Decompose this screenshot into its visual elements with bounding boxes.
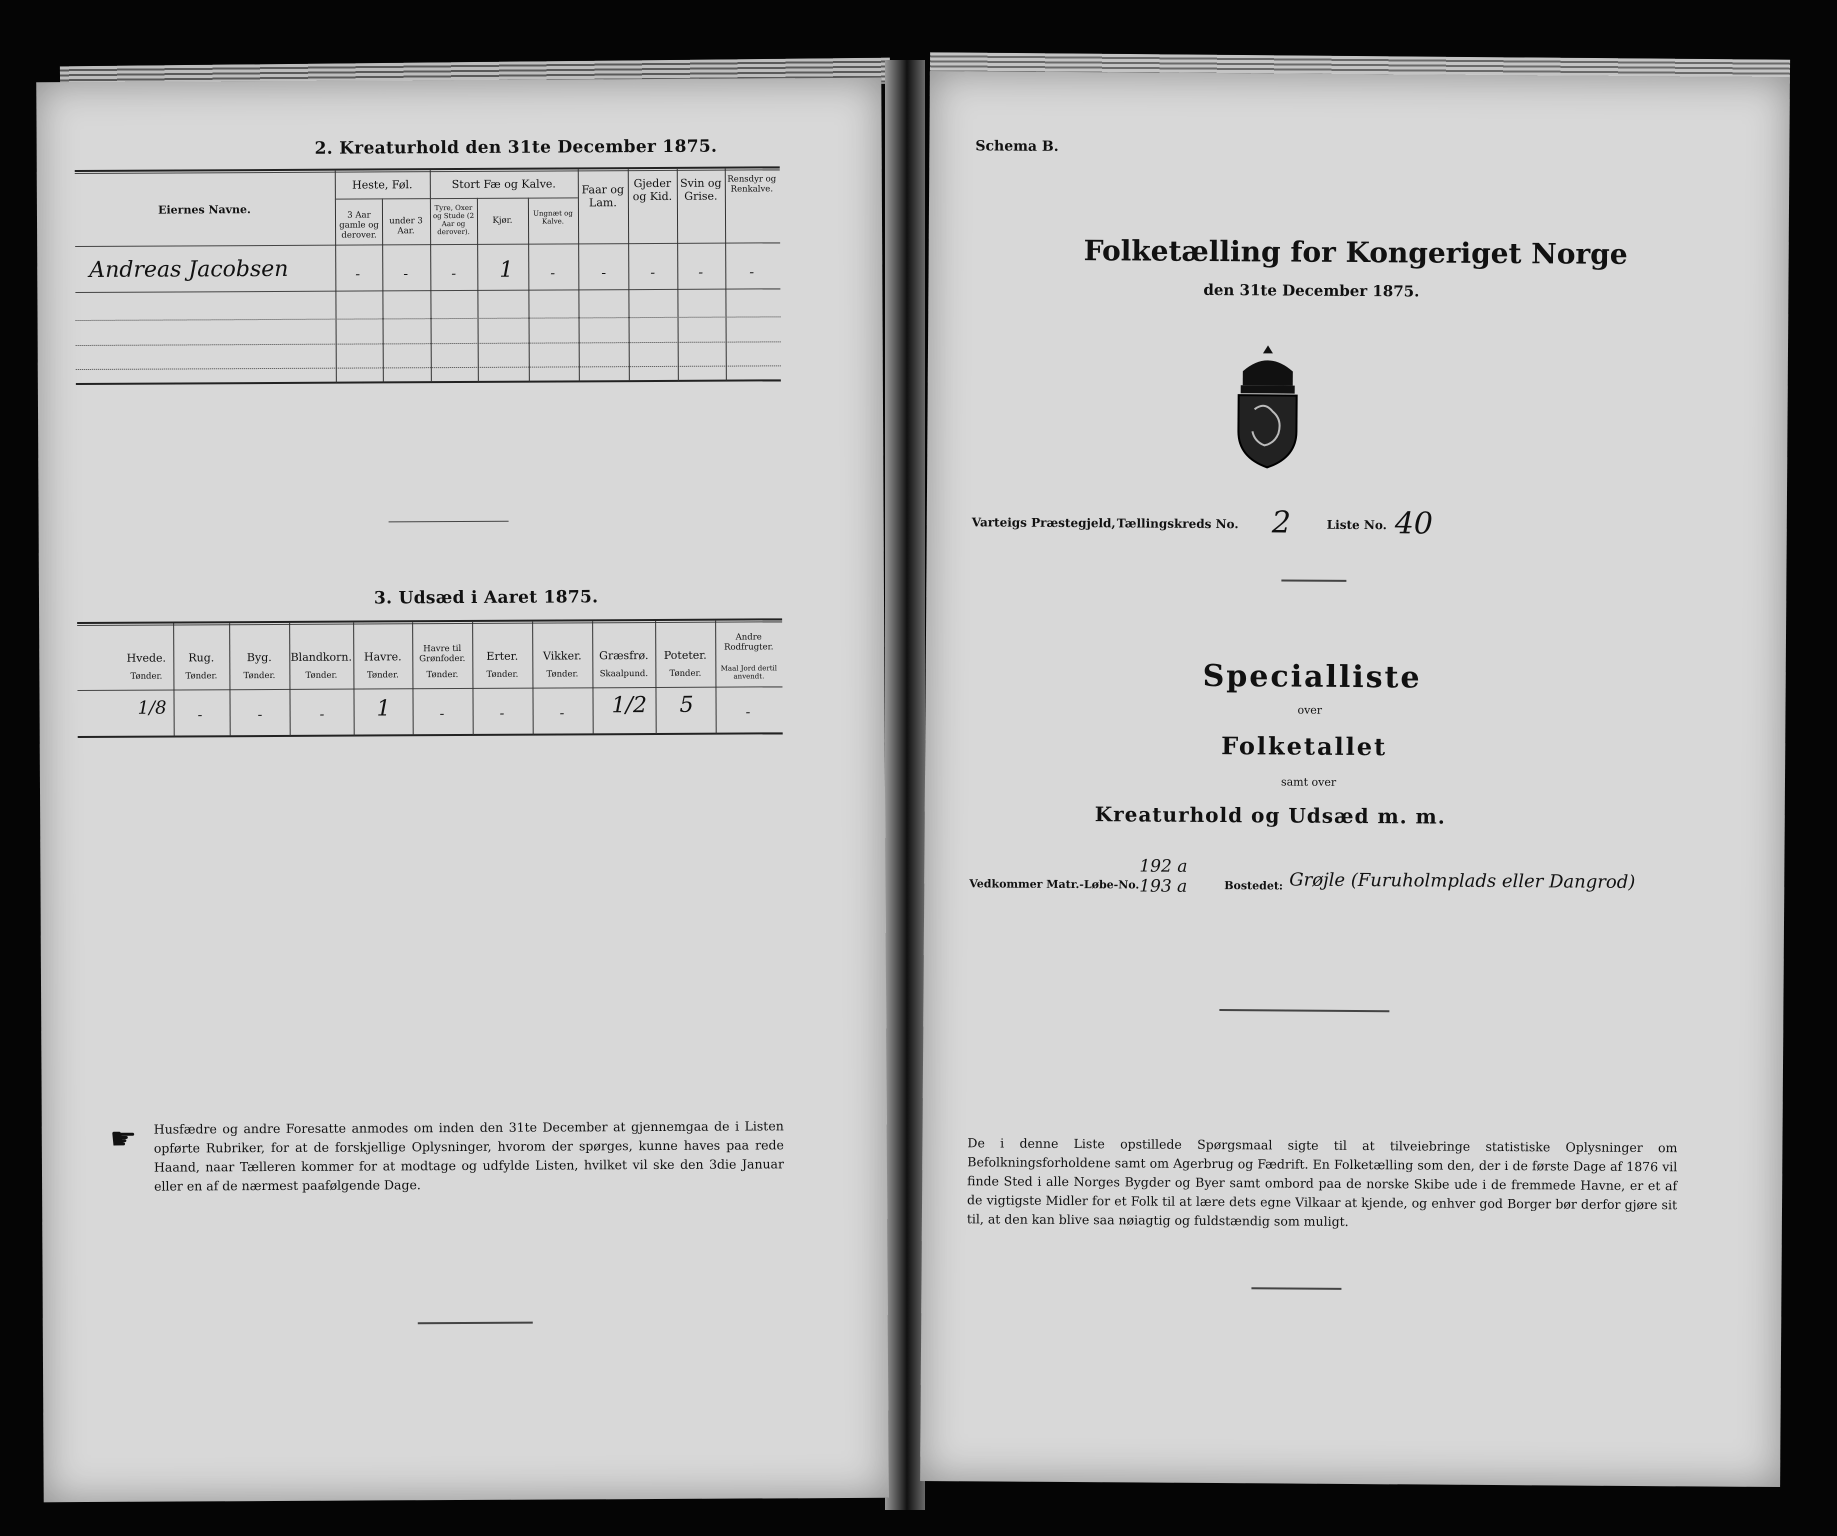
cell-value: 1: [499, 257, 514, 283]
col-fodder-unit: Tønder.: [426, 670, 459, 681]
col-horses-young: under 3 Aar.: [389, 216, 423, 237]
col-roots-unit: Maal Jord dertil anvendt.: [720, 664, 778, 681]
col-cows: Kjør.: [492, 215, 513, 226]
group-horses: Heste, Føl.: [352, 178, 413, 192]
district-label: Tællingskreds No.: [1116, 516, 1239, 532]
col-reindeer: Rensdyr og Renkalve.: [727, 174, 777, 195]
col-barley: Byg.: [246, 650, 272, 665]
col-roots: Andre Rodfrugter.: [724, 632, 774, 653]
divider: [1281, 579, 1346, 581]
t3-header-rule: [77, 686, 782, 691]
t2-col-line: [430, 170, 432, 382]
t3-value: -: [319, 706, 325, 723]
col-vetch-unit: Tønder.: [546, 669, 579, 680]
t3-value: -: [745, 704, 751, 721]
intro-paragraph: De i denne Liste opstillede Spørgsmaal sigte til at tilveiebringe statistiske Oplysninger om Befolkningsforholdene samt om Agerbrug og Fædrift. En Folketælling som den, der i de første Dage af 1876 vil finde Sted i alle Norges Bygder og Byer samt ombord paa de norske Skibe ude i de fremmede Havne, er et af de vigtigste Midler for et Folk til at lære dets egne Vilkaar at kjende, og enhver god Borger bør derfor gjøre sit til, at den kan blive saa nøiagtig og fuldstændig som muligt.: [966, 1135, 1678, 1229]
col-oats: Havre.: [363, 650, 402, 664]
t3-value: 1: [376, 696, 391, 722]
t2-row-rule-1: [75, 288, 780, 293]
cell-value: -: [749, 264, 755, 281]
heading-folketallet: Folketallet: [1221, 731, 1388, 762]
t2-header-rule: [75, 242, 780, 247]
footnote: Husfædre og andre Foresatte anmodes om inden den 31te December at gjennemgaa de i Listen opførte Rubriker, for at de forskjellige Oplysninger, hvorom der spørges, kunne haves paa rede Haand, naar Tælleren kommer for at modtage og udfylde Listen, hvilket vil ske den 3die Januar eller en af de nærmest paafølgende Dage.: [153, 1118, 785, 1194]
district-no: 2: [1271, 505, 1292, 541]
col-bulls: Tyre, Oxer og Stude (2 Aar og derover).: [432, 203, 475, 237]
matr-value-1: 192 a: [1139, 856, 1188, 877]
group-cattle: Stort Fæ og Kalve.: [451, 177, 556, 192]
col-calves: Ungnæt og Kalve.: [533, 209, 573, 226]
col-rye: Rug.: [188, 651, 215, 665]
col-potatoes-unit: Tønder.: [669, 668, 702, 679]
t2-bottom-rule: [76, 379, 781, 385]
col-wheat-unit: Tønder.: [130, 671, 163, 682]
divider: [1219, 1009, 1389, 1012]
col-horses-old: 3 Aar gamle og derover.: [339, 210, 379, 241]
owner-name: Andreas Jacobsen: [89, 256, 289, 283]
list-no: 40: [1394, 506, 1434, 542]
col-mixed: Blandkorn.: [290, 650, 353, 664]
t2-col-line: [725, 169, 727, 381]
t2-col-line: [335, 171, 337, 383]
col-grass-unit: Skaalpund.: [599, 669, 649, 680]
t3-value: 5: [679, 692, 694, 718]
coat-of-arms-icon: [1222, 341, 1313, 472]
divider-bottom: [418, 1322, 533, 1325]
divider: [389, 521, 509, 523]
heading-kreaturhold: Kreaturhold og Udsæd m. m.: [1094, 802, 1446, 829]
section3-title: 3. Udsæd i Aaret 1875.: [373, 587, 599, 609]
t3-value: -: [257, 707, 263, 724]
divider-bottom: [1251, 1287, 1341, 1290]
section2-title: 2. Kreaturhold den 31te December 1875.: [314, 136, 718, 159]
t2-row-rule-4: [76, 365, 781, 370]
col-fodder: Havre til Grønfoder.: [419, 644, 466, 665]
col-oats-unit: Tønder.: [366, 670, 399, 681]
over-label-2: samt over: [1280, 775, 1337, 789]
col-mixed-unit: Tønder.: [305, 670, 338, 681]
right-page: [920, 71, 1790, 1487]
cell-value: -: [650, 264, 656, 282]
bosted-value: Grøjle (Furuholmplads eller Dangrod): [1289, 869, 1636, 893]
col-sheep: Faar og Lam.: [581, 183, 625, 210]
left-page: [36, 78, 888, 1502]
cell-value: -: [601, 265, 607, 282]
parish-label: Varteigs Præstegjeld,: [971, 515, 1116, 531]
cell-value: -: [355, 266, 361, 283]
t3-value: -: [439, 706, 445, 723]
t2-group-rule: [335, 197, 578, 199]
heading-specialliste: Specialliste: [1202, 658, 1422, 696]
col-wheat: Hvede.: [126, 651, 167, 665]
census-date: den 31te December 1875.: [1203, 280, 1420, 301]
cell-value: -: [451, 266, 457, 283]
col-peas: Erter.: [486, 649, 519, 663]
over-label-1: over: [1297, 703, 1323, 717]
col-barley-unit: Tønder.: [243, 670, 276, 682]
owner-header: Eiernes Navne.: [158, 203, 251, 217]
col-peas-unit: Tønder.: [486, 669, 519, 680]
list-label: Liste No.: [1326, 517, 1387, 533]
t3-value: -: [499, 705, 505, 722]
col-goats: Gjeder og Kid.: [632, 176, 673, 204]
t2-row-rule-3: [76, 341, 781, 346]
col-potatoes: Poteter.: [663, 648, 707, 662]
t3-value: 1/8: [137, 697, 167, 719]
col-rye-unit: Tønder.: [185, 671, 218, 682]
t3-value: -: [559, 705, 565, 722]
col-pigs: Svin og Grise.: [680, 176, 722, 203]
t3-value: -: [197, 707, 203, 724]
cell-value: -: [698, 264, 704, 281]
book-spine: [885, 60, 925, 1510]
col-vetch: Vikker.: [542, 649, 582, 663]
cell-value: -: [550, 265, 556, 282]
census-title: Folketælling for Kongeriget Norge: [1083, 234, 1628, 271]
schema-label: Schema B.: [975, 138, 1059, 155]
bosted-label: Bostedet:: [1224, 879, 1284, 893]
matr-value-2: 193 a: [1139, 876, 1188, 897]
matr-label: Vedkommer Matr.-Løbe-No.: [969, 877, 1140, 892]
t2-row-rule-2: [76, 316, 781, 321]
cell-value: -: [403, 266, 409, 283]
pointing-hand-icon: ☛: [109, 1121, 137, 1157]
col-grass: Græsfrø.: [599, 649, 649, 663]
t3-bottom-rule: [78, 732, 783, 738]
t3-value: 1/2: [611, 693, 648, 719]
